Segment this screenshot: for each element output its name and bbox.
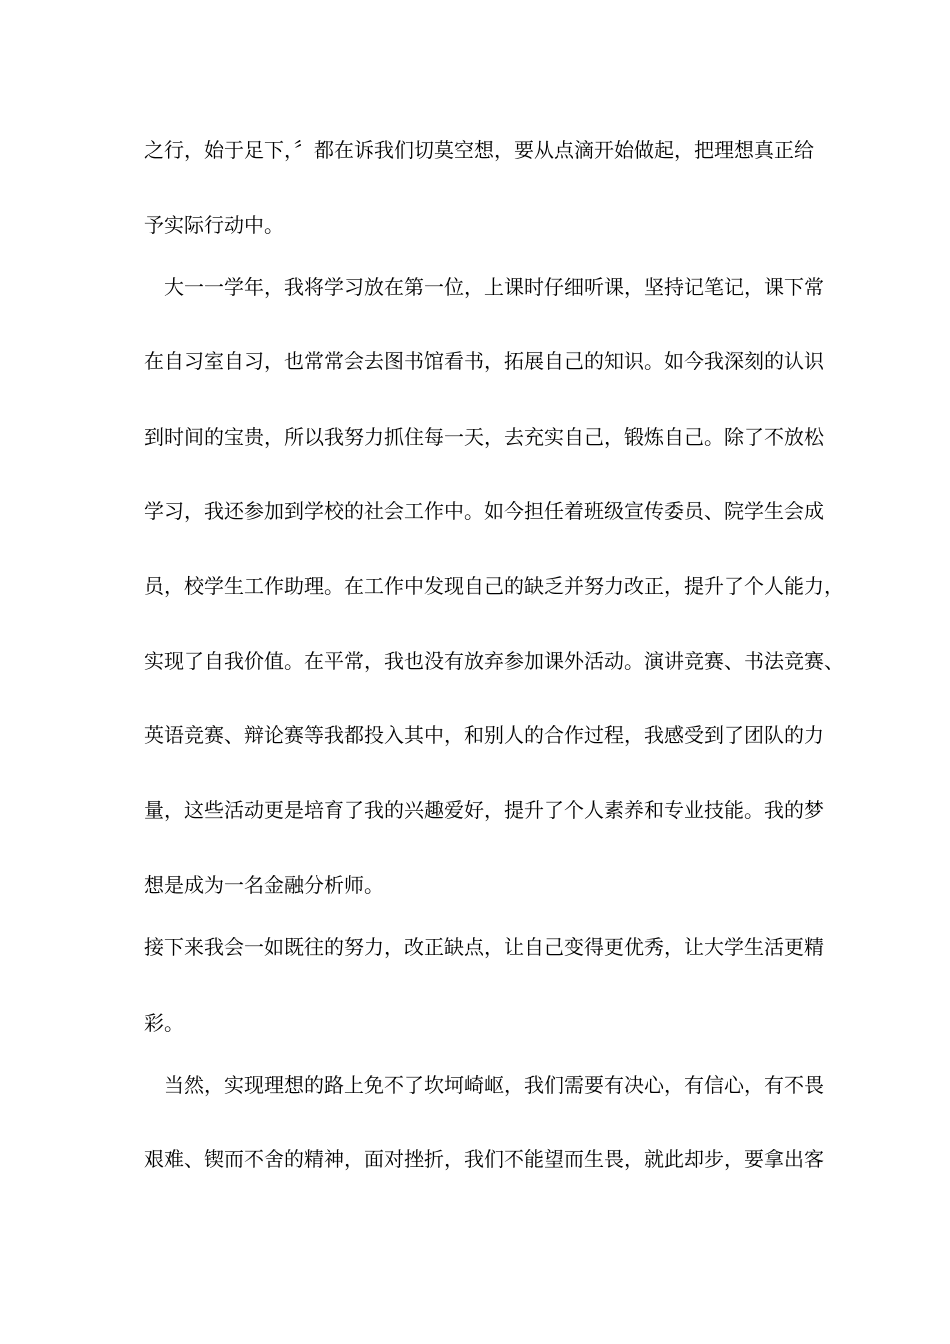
text-line: 之行，始于足下，〞都在诉我们切莫空想，要从点滴开始做起，把理想真正给 bbox=[144, 138, 814, 162]
text-line: 艰难、锲而不舍的精神，面对挫折，我们不能望而生畏，就此却步，要拿出客 bbox=[144, 1147, 824, 1171]
text-line: 彩。 bbox=[144, 1011, 184, 1035]
text-line: 学习，我还参加到学校的社会工作中。如今担任着班级宣传委员、院学生会成 bbox=[144, 499, 824, 523]
text-line: 员，校学生工作助理。在工作中发现自己的缺乏并努力改正，提升了个人能力， bbox=[144, 574, 844, 598]
text-line: 想是成为一名金融分析师。 bbox=[144, 873, 384, 897]
text-line: 量，这些活动更是培育了我的兴趣爱好，提升了个人素养和专业技能。我的梦 bbox=[144, 798, 824, 822]
text-line: 英语竞赛、辩论赛等我都投入其中，和别人的合作过程，我感受到了团队的力 bbox=[144, 723, 824, 747]
text-line: 接下来我会一如既往的努力，改正缺点，让自己变得更优秀，让大学生活更精 bbox=[144, 935, 824, 959]
text-line: 实现了自我价值。在平常，我也没有放弃参加课外活动。演讲竞赛、书法竞赛、 bbox=[144, 649, 844, 673]
text-line: 在自习室自习，也常常会去图书馆看书，拓展自己的知识。如今我深刻的认识 bbox=[144, 349, 824, 373]
text-line: 予实际行动中。 bbox=[144, 213, 284, 237]
text-line: 大一一学年，我将学习放在第一位，上课时仔细听课，坚持记笔记，课下常 bbox=[144, 275, 824, 299]
text-line: 到时间的宝贵，所以我努力抓住每一天，去充实自己，锻炼自己。除了不放松 bbox=[144, 425, 824, 449]
text-line: 当然，实现理想的路上免不了坎坷崎岖，我们需要有决心，有信心，有不畏 bbox=[144, 1073, 824, 1097]
